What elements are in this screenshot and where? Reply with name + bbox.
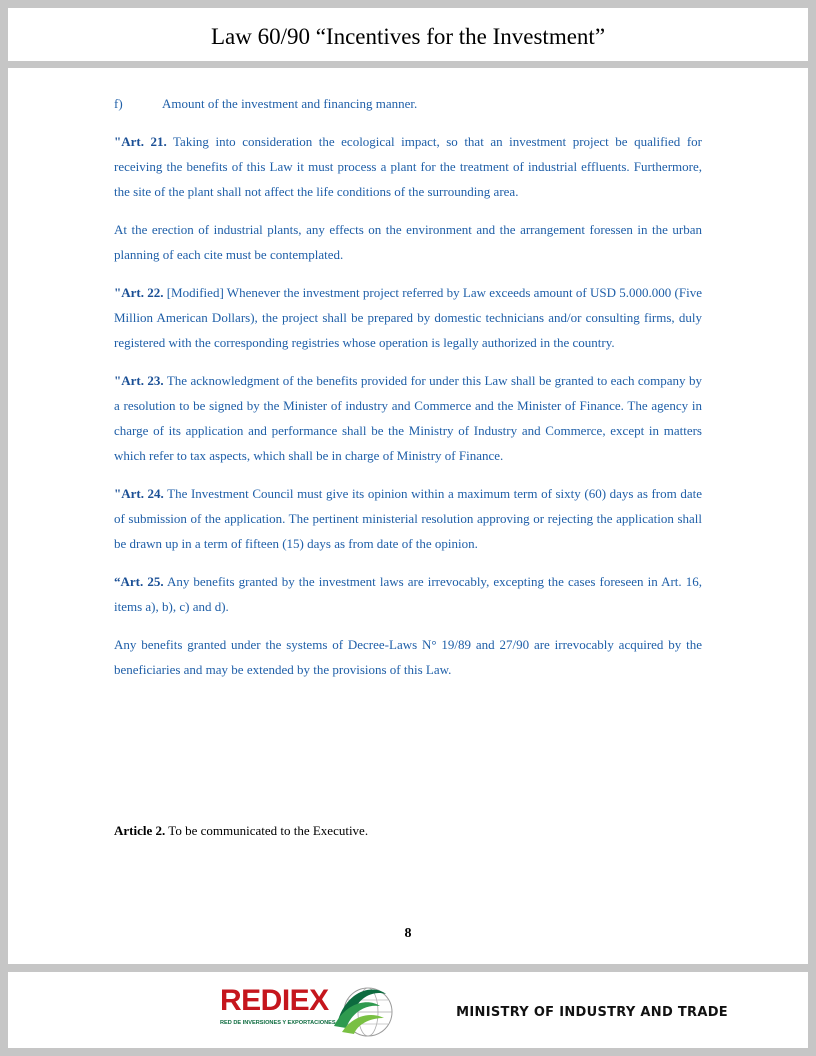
document-title: Law 60/90 “Incentives for the Investment” — [210, 24, 606, 49]
article-21 — [114, 129, 702, 204]
footer-bar — [8, 972, 808, 1048]
globe-swirl-icon — [328, 980, 394, 1042]
article-25-label: “Art. 25. — [114, 574, 164, 589]
logo-wordmark: REDIEX — [220, 984, 329, 1017]
article-21-text: Taking into consideration the ecological impact, so that an investment project be qualified for receiving the benefits of this Law it must process a plant for the treatment of industrial effluents. Furthermore, the site of the plant shall not affect the life conditions of the surrounding area. — [114, 134, 702, 199]
article-23 — [114, 368, 702, 468]
article-2-text: To be communicated to the Executive. — [165, 823, 369, 838]
document-page — [8, 68, 808, 964]
article-22-label: "Art. 22. — [114, 285, 164, 300]
item-f-letter: f) — [114, 96, 123, 111]
article-21-label: "Art. 21. — [114, 134, 167, 149]
page-number: 8 — [404, 926, 412, 941]
logo-subtitle: RED DE INVERSIONES Y EXPORTACIONES — [220, 1020, 336, 1026]
item-f — [114, 91, 702, 116]
ministry-label: MINISTRY OF INDUSTRY AND TRADE — [456, 1005, 728, 1020]
item-f-text: Amount of the investment and financing manner. — [162, 96, 418, 111]
article-2 — [114, 823, 368, 839]
rediex-logo — [220, 980, 400, 1042]
article-2-label: Article 2. — [114, 823, 166, 838]
article-24 — [114, 481, 702, 556]
article-24-label: "Art. 24. — [114, 486, 164, 501]
decree-paragraph: Any benefits granted under the systems of Decree-Laws N° 19/89 and 27/90 are irrevocably acquired by the beneficiaries and may be extended by the provisions of this Law. — [114, 637, 702, 677]
article-25 — [114, 569, 702, 619]
article-25-text: Any benefits granted by the investment laws are irrevocably, excepting the cases foreseen in Art. 16, items a), b), c) and d). — [114, 574, 702, 614]
article-22 — [114, 280, 702, 355]
header-bar — [8, 8, 808, 61]
erection-paragraph: At the erection of industrial plants, any effects on the environment and the arrangement foressen in the urban planning of each cite must be contemplated. — [114, 222, 702, 262]
article-24-text: The Investment Council must give its opinion within a maximum term of sixty (60) days as from date of submission of the application. The pertinent ministerial resolution approving or rejecting the application shall be drawn up in a term of fifteen (15) days as from date of the opinion. — [114, 486, 702, 551]
law-text — [114, 91, 702, 695]
article-23-text: The acknowledgment of the benefits provided for under this Law shall be granted to each company by a resolution to be signed by the Minister of industry and Commerce and the Minister of Finance. The agency in charge of its application and performance shall be the Ministry of Industry and Commerce, except in matters which refer to tax aspects, which shall be in charge of Ministry of Finance. — [114, 373, 702, 463]
article-22-text: [Modified] Whenever the investment project referred by Law exceeds amount of USD 5.000.000 (Five Million American Dollars), the project shall be prepared by domestic technicians and/or consulting firms, duly registered with the corresponding registries whose operation is legally authorized in the country. — [114, 285, 702, 350]
article-23-label: "Art. 23. — [114, 373, 164, 388]
